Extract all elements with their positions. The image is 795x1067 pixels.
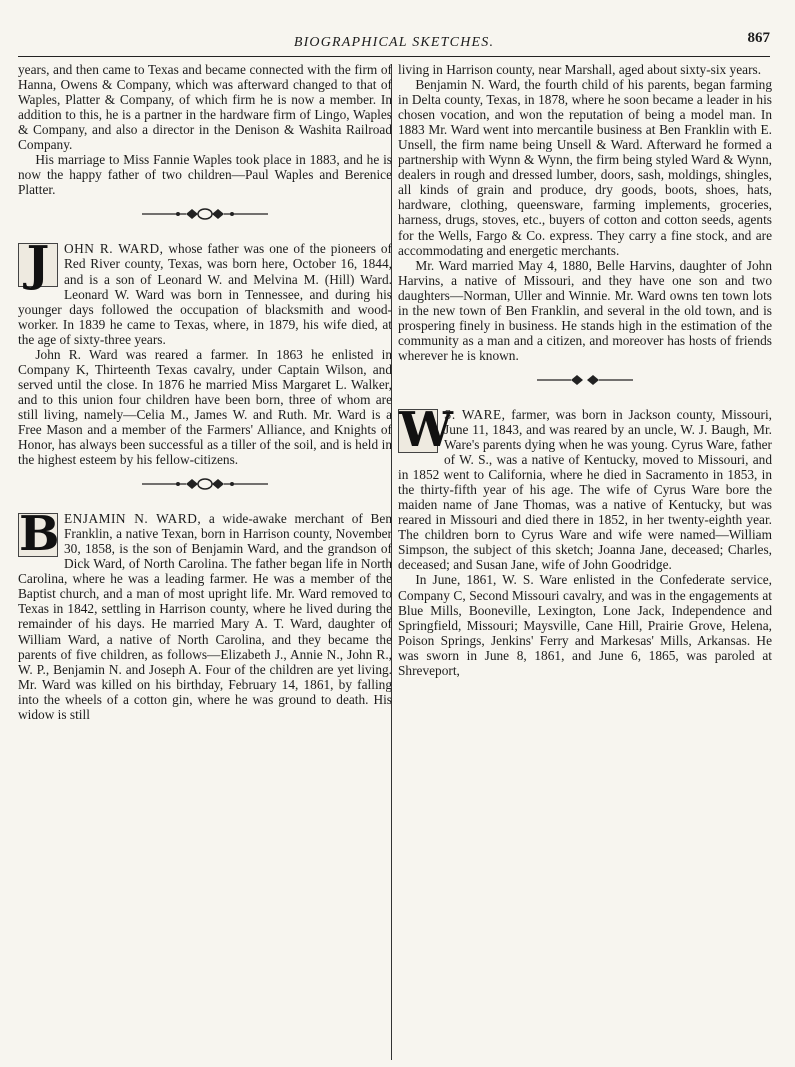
scroll-ornament-icon <box>18 205 392 231</box>
paragraph: years, and then came to Texas and became connected with the firm of Hanna, Owens & Company, which was afterward changed to that of Waples, Platter & Company, of which firm he is now a member. In addition to this, he is a partner in the hardware firm of Lingo, Waples & Company, and also a director in the Denison & Washita Railroad Company. <box>18 62 392 153</box>
drop-cap: B <box>19 506 60 563</box>
drop-cap: J <box>18 243 58 287</box>
paragraph: living in Harrison county, near Marshall, aged about sixty-six years. <box>398 62 762 77</box>
page-number: 867 <box>747 30 770 46</box>
running-title: BIOGRAPHICAL SKETCHES. <box>293 35 495 50</box>
paragraph: His marriage to Miss Fannie Waples took place in 1883, and he is now the happy father of two children—Paul Waples and Berenice Platter. <box>18 152 392 198</box>
drop-cap: W <box>399 401 453 458</box>
paragraph: Mr. Ward married May 4, 1880, Belle Harvins, daughter of John Harvins, a native of Missouri, and they have one son and two daughters—Norman, Uller and Winnie. Mr. Ward owns ten town lots in the new town of Ben Franklin, and several in the old town, and is prospering finely in business. He stands high in the estimation of the community as a man and a citizen, and moreover has hosts of friends wherever he is known. <box>398 257 772 363</box>
bio-text: farmer, was born in Jackson county, Missouri, June 11, 1843, and was reared by an uncle, W. J. Baugh, Mr. Ware's parents dying when he was young. Cyrus Ware, father of W. S., was a native of Kentucky, moved to Missouri, and in 1852 went to California, where he died in Sacramento in 1853, in the thirty-fifth year of his age. The wife of Cyrus Ware bore the maiden name of Jane Thomas, was a native of Kentucky, but was reared in Missouri and died there in 1852, in her twenty-eighth year. The children born to Cyrus Ware and wife were named—William Simpson, the subject of this sketch; Joanna Jane, deceased; Charles, deceased; and Susan Jane, wife of John Goodridge. <box>398 406 772 573</box>
right-column <box>398 62 772 1062</box>
biography-benjamin-ward <box>18 506 392 722</box>
page-header <box>18 30 770 57</box>
biography-ware <box>398 401 772 573</box>
biography-john-ward <box>18 236 392 347</box>
paragraph: In June, 1861, W. S. Ware enlisted in the Confederate service, Company C, Second Missouri cavalry, and was in the engagements at Blue Mills, Booneville, Lexington, Lone Jack, Independence and Springfield, Missouri; Maysville, Cane Hill, Prairie Grove, Helena, Poison Springs, Jenkins' Ferry and Markesas' Mills, Arkansas. He was sworn in June 8, 1861, and June 6, 1865, was paroled at Shreveport, <box>398 572 772 678</box>
left-column <box>18 62 392 1062</box>
bio-lead: S. WARE, <box>444 406 506 422</box>
bio-text: a wide-awake merchant of Ben Franklin, a native Texan, born in Harrison county, November 30, 1858, is the son of Benjamin Ward, and the grandson of Dick Ward, of North Carolina. The father began life in North Carolina, where he was a leading farmer. He was a member of the Baptist church, and a man of most upright life. Mr. Ward removed to Texas in 1842, settling in Harrison county, where he lived during the remainder of his days. He married Mary A. T. Ward, daughter of William Ward, a native of North Carolina, and they became the parents of five children, as follows—Elizabeth J., Annie N., John R., W. P., Benjamin N. and Joseph A. Four of the children are yet living. Mr. Ward was killed on his birthday, February 14, 1861, by falling into the wheels of a cotton gin, where he was ground to death. His widow is still <box>18 511 392 722</box>
bio-lead: ENJAMIN N. WARD, <box>64 511 202 527</box>
paragraph: John R. Ward was reared a farmer. In 1863 he enlisted in Company K, Thirteenth Texas cavalry, under Captain Wilson, and served until the close. In 1876 he married Miss Margaret L. Walker, and to this union four children have been born, three of whom are still living, namely—Celia M., James W. and Ruth. Mr. Ward is a Free Mason and a member of the Farmers' Alliance, and Knights of Honor, has always been successful as a tiller of the soil, and is held in the highest esteem by his fellow-citizens. <box>18 346 392 468</box>
scroll-ornament-icon <box>18 475 392 501</box>
bio-text: whose father was one of the pioneers of Red River county, Texas, was born here, October 16, 1844, and is a son of Leonard W. and Melvina M. (Hill) Ward. Leonard W. Ward was born in Tennessee, and during his younger days followed the occupation of blacksmith and wood-worker. In 1839 he came to Texas, where, in 1879, his wife died, at the age of sixty-three years. <box>18 241 392 347</box>
paragraph: Benjamin N. Ward, the fourth child of his parents, began farming in Delta county, Texas, in 1878, where he soon became a leader in his chosen vocation, and won the reputation of being a model man. In 1883 Mr. Ward went into mercantile business at Ben Franklin with E. Unsell, the firm name being Unsell & Ward. Afterward he formed a partnership with Wynn & Wynn, the firm being styled Ward & Wynn, dealers in rough and dressed lumber, doors, sash, moldings, shingles, all kinds of grain and produce, dry goods, boots, shoes, hats, hardware, clothing, queensware, farming implements, groceries, harness, drugs, stoves, etc., buyers of cotton and cotton seeds, agents for the Wells, Fargo & Co. express. They carry a fine stock, and are accommodating and energetic merchants. <box>398 77 772 258</box>
bio-lead: OHN R. WARD, <box>64 241 164 257</box>
scroll-ornament-icon <box>398 371 772 397</box>
